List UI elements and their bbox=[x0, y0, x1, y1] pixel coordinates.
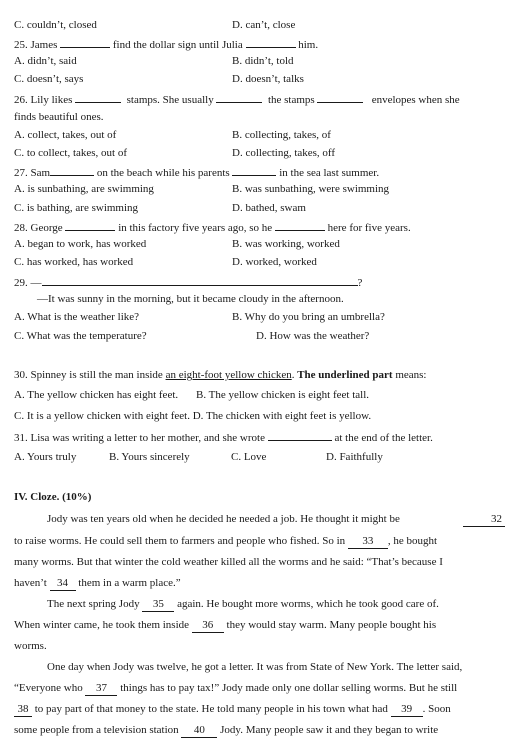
cloze-title: IV. Cloze. (10%) bbox=[14, 491, 92, 503]
cloze-p1-l2: to raise worms. He could sell them to farmers and people who fished. So in 33 , he bought bbox=[14, 535, 438, 547]
q27-option-c: C. is bathing, are swimming bbox=[14, 202, 139, 214]
q25-option-d: D. doesn’t, talks bbox=[232, 73, 304, 85]
q27-option-a: A. is sunbathing, are swimming bbox=[14, 183, 154, 195]
q28-option-a: A. began to work, has worked bbox=[14, 238, 147, 250]
q29-option-b: B. Why do you bring an umbrella? bbox=[232, 311, 385, 323]
q27-option-b: B. was sunbathing, were swimming bbox=[232, 183, 390, 195]
q28-stem: 28. George in this factory five years ago, so he here for five years. bbox=[14, 219, 411, 235]
q29-option-a: A. What is the weather like? bbox=[14, 311, 140, 323]
cloze-blank-32: 32 bbox=[463, 512, 505, 527]
blank bbox=[216, 91, 262, 103]
q28-option-c: C. has worked, has worked bbox=[14, 256, 134, 268]
blank bbox=[246, 36, 296, 48]
q25-stem: 25. James find the dollar sign until Julia him. bbox=[14, 36, 318, 52]
cloze-p1-l1: Jody was ten years old when he decided he needed a job. He thought it might be bbox=[47, 513, 400, 525]
blank bbox=[60, 36, 110, 48]
q25-option-a: A. didn’t, said bbox=[14, 55, 77, 67]
q29-reply: —It was sunny in the morning, but it became cloudy in the afternoon. bbox=[37, 293, 344, 305]
q27-option-d: D. bathed, swam bbox=[232, 202, 306, 214]
q30-option-b: B. The yellow chicken is eight feet tall. bbox=[196, 389, 369, 401]
cloze-p3-l2: “Everyone who 37 things has to pay tax!” Jody made only one dollar selling worms. But he still bbox=[14, 682, 458, 694]
q24-option-c: C. couldn’t, closed bbox=[14, 19, 97, 31]
q29-option-d: D. How was the weather? bbox=[256, 330, 370, 342]
blank bbox=[75, 91, 121, 103]
q29-stem: 29. — ? bbox=[14, 274, 362, 290]
blank bbox=[50, 164, 94, 176]
q29-option-c: C. What was the temperature? bbox=[14, 330, 147, 342]
q31-stem: 31. Lisa was writing a letter to her mother, and she wrote at the end of the letter. bbox=[14, 429, 433, 445]
blank bbox=[65, 219, 115, 231]
blank bbox=[232, 164, 276, 176]
cloze-p1-l4: haven’t 34 them in a warm place.” bbox=[14, 577, 181, 589]
q31-option-a: A. Yours truly bbox=[14, 451, 77, 463]
blank bbox=[275, 219, 325, 231]
bold-phrase: The underlined part bbox=[297, 369, 393, 381]
q30-option-cd: C. It is a yellow chicken with eight feet. D. The chicken with eight feet is yellow. bbox=[14, 410, 372, 422]
q25-option-b: B. didn’t, told bbox=[232, 55, 294, 67]
cloze-p2-l2: When winter came, he took them inside 36 they would stay warm. Many people bought his bbox=[14, 619, 437, 631]
underlined-phrase: an eight-foot yellow chicken bbox=[165, 369, 292, 381]
q24-option-d: D. can’t, close bbox=[232, 19, 296, 31]
q26-option-c: C. to collect, takes, out of bbox=[14, 147, 128, 159]
blank bbox=[317, 91, 363, 103]
blank bbox=[268, 429, 332, 441]
q31-option-c: C. Love bbox=[231, 451, 267, 463]
cloze-p3-l4: some people from a television station 40 Jody. Many people saw it and they began to write bbox=[14, 724, 439, 736]
q26-option-a: A. collect, takes, out of bbox=[14, 129, 117, 141]
cloze-p3-l1: One day when Jody was twelve, he got a letter. It was from State of New York. The letter said, bbox=[47, 661, 463, 673]
cloze-p1-l3: many worms. But that winter the cold weather killed all the worms and he said: “That’s because I bbox=[14, 556, 443, 568]
q30-stem: 30. Spinney is still the man inside an eight-foot yellow chicken. The underlined part means: bbox=[14, 369, 427, 381]
q26-stem: 26. Lily likes stamps. She usually the stamps envelopes when she bbox=[14, 91, 460, 107]
q25-option-c: C. doesn’t, says bbox=[14, 73, 84, 85]
q31-option-d: D. Faithfully bbox=[326, 451, 383, 463]
cloze-p2-l1: The next spring Jody 35 again. He bought more worms, which he took good care of. bbox=[47, 598, 439, 610]
q27-stem: 27. Sam on the beach while his parents in the sea last summer. bbox=[14, 164, 379, 180]
q31-option-b: B. Yours sincerely bbox=[109, 451, 190, 463]
q26-option-b: B. collecting, takes, of bbox=[232, 129, 331, 141]
blank bbox=[42, 274, 358, 286]
cloze-p3-l3: 38 to pay part of that money to the state. He told many people in his town what had 39 . Soon bbox=[14, 702, 451, 717]
q30-option-a: A. The yellow chicken has eight feet. bbox=[14, 389, 179, 401]
q26-option-d: D. collecting, takes, off bbox=[232, 147, 336, 159]
q28-option-d: D. worked, worked bbox=[232, 256, 317, 268]
q28-option-b: B. was working, worked bbox=[232, 238, 340, 250]
q26-stem-cont: finds beautiful ones. bbox=[14, 111, 104, 123]
cloze-p2-l3: worms. bbox=[14, 640, 47, 652]
